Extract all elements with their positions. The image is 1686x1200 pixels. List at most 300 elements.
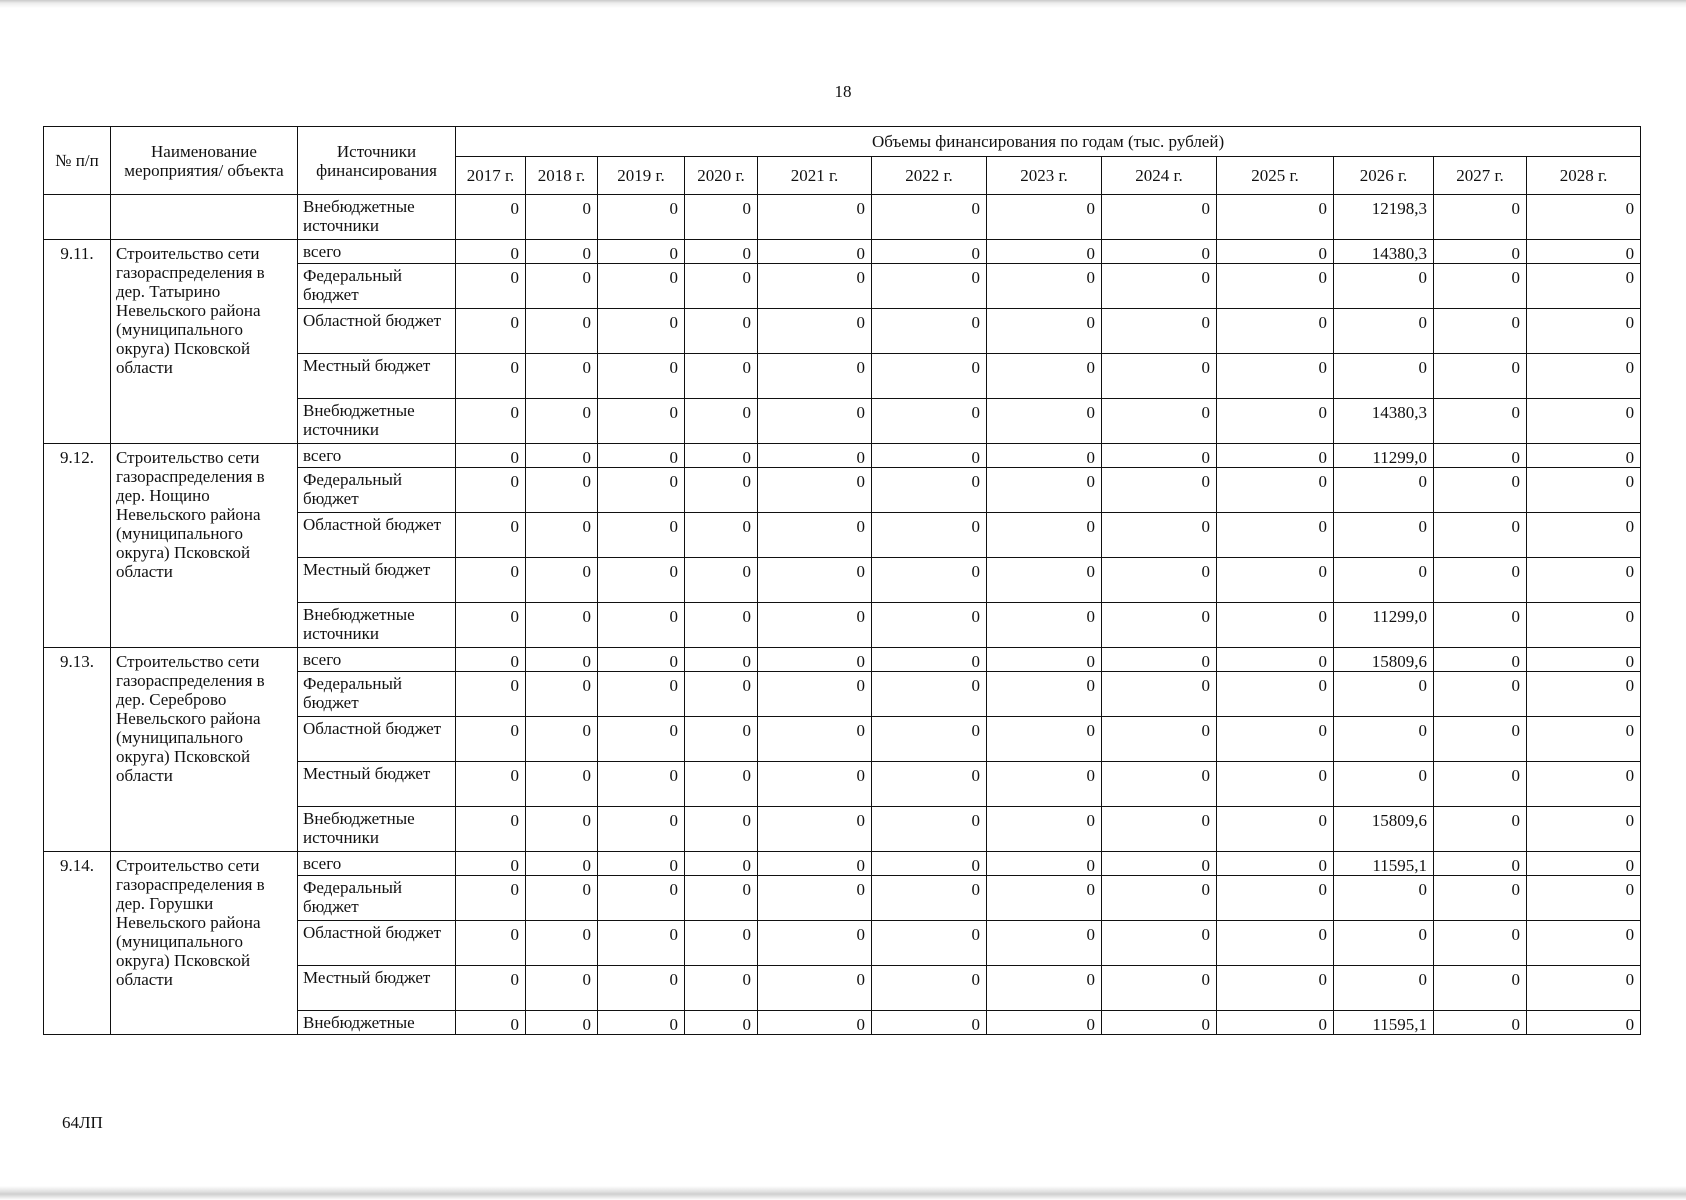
amount-cell: 0 [598, 717, 685, 762]
amount-cell: 0 [758, 558, 872, 603]
amount-cell: 0 [685, 195, 758, 240]
amount-cell: 0 [598, 264, 685, 309]
amount-cell: 0 [685, 1011, 758, 1035]
amount-cell: 15809,6 [1334, 648, 1434, 672]
amount-cell: 11595,1 [1334, 852, 1434, 876]
amount-cell: 0 [456, 876, 526, 921]
amount-cell: 0 [1527, 513, 1641, 558]
amount-cell: 0 [526, 399, 598, 444]
amount-cell: 0 [987, 264, 1102, 309]
amount-cell: 0 [1217, 240, 1334, 264]
amount-cell: 0 [1334, 513, 1434, 558]
amount-cell: 0 [1102, 603, 1217, 648]
amount-cell: 0 [758, 1011, 872, 1035]
amount-cell: 0 [1527, 558, 1641, 603]
amount-cell: 0 [526, 240, 598, 264]
table-header [44, 127, 1641, 195]
amount-cell: 0 [526, 648, 598, 672]
source-cell: Федеральный бюджет [298, 468, 456, 513]
amount-cell: 0 [758, 672, 872, 717]
amount-cell: 0 [1334, 264, 1434, 309]
amount-cell: 0 [685, 648, 758, 672]
amount-cell: 0 [526, 807, 598, 852]
amount-cell: 0 [1527, 852, 1641, 876]
amount-cell: 0 [1102, 807, 1217, 852]
amount-cell: 0 [1527, 921, 1641, 966]
amount-cell: 0 [1527, 966, 1641, 1011]
amount-cell: 0 [758, 717, 872, 762]
amount-cell: 0 [987, 240, 1102, 264]
amount-cell: 0 [1527, 672, 1641, 717]
amount-cell: 0 [1102, 852, 1217, 876]
scan-edge-top [0, 0, 1686, 8]
amount-cell: 0 [987, 966, 1102, 1011]
object-name: Строительство сети газораспределения в дер. Сереброво Невельского района (муниципального округа) Псковской области [111, 648, 298, 852]
amount-cell: 0 [1102, 468, 1217, 513]
amount-cell: 0 [456, 717, 526, 762]
financing-table [43, 126, 1641, 1035]
amount-cell: 0 [872, 513, 987, 558]
amount-cell: 0 [685, 603, 758, 648]
amount-cell: 0 [456, 966, 526, 1011]
amount-cell: 0 [456, 672, 526, 717]
amount-cell: 0 [987, 762, 1102, 807]
source-cell: Местный бюджет [298, 966, 456, 1011]
amount-cell: 0 [1217, 399, 1334, 444]
amount-cell: 0 [456, 807, 526, 852]
amount-cell: 0 [987, 603, 1102, 648]
amount-cell: 0 [1102, 558, 1217, 603]
amount-cell: 0 [1527, 762, 1641, 807]
source-cell: Областной бюджет [298, 921, 456, 966]
amount-cell: 0 [987, 717, 1102, 762]
index-cell-empty [44, 195, 111, 240]
amount-cell: 0 [1334, 672, 1434, 717]
amount-cell: 0 [456, 513, 526, 558]
amount-cell: 0 [685, 717, 758, 762]
amount-cell: 0 [526, 762, 598, 807]
document-code: 64ЛП [62, 1113, 103, 1132]
amount-cell: 0 [872, 354, 987, 399]
amount-cell: 15809,6 [1334, 807, 1434, 852]
amount-cell: 0 [1217, 876, 1334, 921]
amount-cell: 0 [1102, 513, 1217, 558]
amount-cell: 0 [1217, 1011, 1334, 1035]
amount-cell: 0 [1434, 966, 1527, 1011]
amount-cell: 0 [987, 1011, 1102, 1035]
amount-cell: 0 [1217, 807, 1334, 852]
amount-cell: 0 [1434, 1011, 1527, 1035]
amount-cell: 0 [456, 195, 526, 240]
amount-cell: 0 [1217, 921, 1334, 966]
amount-cell: 0 [685, 399, 758, 444]
amount-cell: 0 [987, 513, 1102, 558]
amount-cell: 0 [685, 762, 758, 807]
header-index: № п/п [44, 127, 111, 195]
amount-cell: 0 [1527, 468, 1641, 513]
amount-cell: 11595,1 [1334, 1011, 1434, 1035]
row-index: 9.13. [44, 648, 111, 852]
amount-cell: 12198,3 [1334, 195, 1434, 240]
amount-cell: 0 [1102, 672, 1217, 717]
scan-edge-bottom [0, 1186, 1686, 1200]
amount-cell: 0 [1527, 240, 1641, 264]
source-cell: Федеральный бюджет [298, 672, 456, 717]
amount-cell: 11299,0 [1334, 603, 1434, 648]
amount-cell: 0 [1334, 876, 1434, 921]
amount-cell: 0 [598, 513, 685, 558]
amount-cell: 0 [1217, 195, 1334, 240]
amount-cell: 0 [1217, 762, 1334, 807]
row-index: 9.12. [44, 444, 111, 648]
amount-cell: 0 [758, 762, 872, 807]
amount-cell: 0 [1434, 558, 1527, 603]
amount-cell: 0 [1102, 444, 1217, 468]
amount-cell: 0 [1434, 195, 1527, 240]
amount-cell: 0 [872, 558, 987, 603]
source-cell: Областной бюджет [298, 513, 456, 558]
amount-cell: 0 [685, 354, 758, 399]
amount-cell: 0 [872, 921, 987, 966]
amount-cell: 0 [872, 807, 987, 852]
amount-cell: 0 [872, 1011, 987, 1035]
object-name: Строительство сети газораспределения в дер. Нощино Невельского района (муниципального округа) Псковской области [111, 444, 298, 648]
amount-cell: 0 [1434, 672, 1527, 717]
amount-cell: 0 [1527, 399, 1641, 444]
amount-cell: 14380,3 [1334, 399, 1434, 444]
amount-cell: 0 [872, 195, 987, 240]
amount-cell: 0 [456, 309, 526, 354]
amount-cell: 0 [1527, 1011, 1641, 1035]
amount-cell: 0 [987, 876, 1102, 921]
table-row [44, 240, 1641, 264]
header-year: 2017 г. [456, 157, 526, 195]
amount-cell: 0 [1434, 648, 1527, 672]
amount-cell: 0 [598, 399, 685, 444]
amount-cell: 0 [758, 468, 872, 513]
amount-cell: 0 [1434, 264, 1527, 309]
amount-cell: 0 [685, 264, 758, 309]
amount-cell: 0 [1334, 354, 1434, 399]
amount-cell: 0 [1434, 468, 1527, 513]
amount-cell: 0 [1527, 264, 1641, 309]
amount-cell: 0 [598, 966, 685, 1011]
amount-cell: 0 [1434, 603, 1527, 648]
amount-cell: 0 [1527, 648, 1641, 672]
header-year: 2024 г. [1102, 157, 1217, 195]
amount-cell: 0 [526, 852, 598, 876]
amount-cell: 0 [1527, 195, 1641, 240]
amount-cell: 0 [685, 468, 758, 513]
amount-cell: 14380,3 [1334, 240, 1434, 264]
amount-cell: 0 [758, 966, 872, 1011]
amount-cell: 0 [758, 264, 872, 309]
source-cell: Областной бюджет [298, 309, 456, 354]
header-year: 2022 г. [872, 157, 987, 195]
amount-cell: 0 [526, 603, 598, 648]
amount-cell: 0 [758, 444, 872, 468]
amount-cell: 0 [1217, 309, 1334, 354]
amount-cell: 0 [872, 309, 987, 354]
amount-cell: 0 [987, 354, 1102, 399]
source-cell: Местный бюджет [298, 558, 456, 603]
source-cell: Федеральный бюджет [298, 876, 456, 921]
amount-cell: 0 [987, 195, 1102, 240]
header-year: 2023 г. [987, 157, 1102, 195]
amount-cell: 0 [1334, 966, 1434, 1011]
amount-cell: 0 [872, 240, 987, 264]
amount-cell: 0 [758, 807, 872, 852]
amount-cell: 0 [1334, 558, 1434, 603]
amount-cell: 0 [1334, 309, 1434, 354]
object-name: Строительство сети газораспределения в дер. Татырино Невельского района (муниципального округа) Псковской области [111, 240, 298, 444]
amount-cell: 0 [598, 807, 685, 852]
amount-cell: 0 [1217, 717, 1334, 762]
amount-cell: 0 [1102, 648, 1217, 672]
object-name: Строительство сети газораспределения в дер. Горушки Невельского района (муниципального округа) Псковской области [111, 852, 298, 1035]
amount-cell: 0 [685, 807, 758, 852]
amount-cell: 0 [685, 966, 758, 1011]
amount-cell: 0 [1527, 717, 1641, 762]
amount-cell: 0 [1527, 309, 1641, 354]
source-cell: Внебюджетные источники [298, 603, 456, 648]
amount-cell: 0 [872, 264, 987, 309]
amount-cell: 0 [1334, 717, 1434, 762]
amount-cell: 0 [598, 558, 685, 603]
source-cell: Федеральный бюджет [298, 264, 456, 309]
amount-cell: 0 [1217, 558, 1334, 603]
amount-cell: 0 [598, 1011, 685, 1035]
amount-cell: 0 [872, 966, 987, 1011]
amount-cell: 0 [1527, 807, 1641, 852]
row-index: 9.14. [44, 852, 111, 1035]
amount-cell: 0 [987, 648, 1102, 672]
amount-cell: 0 [598, 240, 685, 264]
amount-cell: 0 [598, 648, 685, 672]
amount-cell: 0 [872, 852, 987, 876]
amount-cell: 0 [1102, 876, 1217, 921]
amount-cell: 0 [685, 876, 758, 921]
amount-cell: 0 [987, 807, 1102, 852]
header-year: 2019 г. [598, 157, 685, 195]
header-row-top [44, 127, 1641, 157]
amount-cell: 0 [758, 921, 872, 966]
amount-cell: 0 [526, 558, 598, 603]
amount-cell: 0 [1102, 717, 1217, 762]
header-source: Источники финансирования [298, 127, 456, 195]
amount-cell: 0 [456, 468, 526, 513]
amount-cell: 0 [872, 876, 987, 921]
amount-cell: 0 [758, 195, 872, 240]
amount-cell: 0 [456, 354, 526, 399]
amount-cell: 0 [1434, 762, 1527, 807]
amount-cell: 0 [758, 354, 872, 399]
amount-cell: 0 [598, 603, 685, 648]
amount-cell: 0 [987, 468, 1102, 513]
amount-cell: 0 [758, 399, 872, 444]
amount-cell: 0 [1217, 354, 1334, 399]
amount-cell: 0 [598, 921, 685, 966]
amount-cell: 0 [598, 354, 685, 399]
amount-cell: 0 [526, 264, 598, 309]
amount-cell: 0 [456, 648, 526, 672]
table-body [44, 195, 1641, 1035]
amount-cell: 0 [1434, 240, 1527, 264]
amount-cell: 0 [987, 558, 1102, 603]
amount-cell: 0 [758, 876, 872, 921]
amount-cell: 0 [1527, 876, 1641, 921]
amount-cell: 0 [1334, 468, 1434, 513]
amount-cell: 0 [685, 240, 758, 264]
amount-cell: 0 [1434, 399, 1527, 444]
amount-cell: 0 [1217, 468, 1334, 513]
amount-cell: 0 [685, 558, 758, 603]
amount-cell: 0 [456, 852, 526, 876]
amount-cell: 0 [1102, 354, 1217, 399]
amount-cell: 0 [1434, 444, 1527, 468]
amount-cell: 0 [598, 852, 685, 876]
amount-cell: 0 [1527, 444, 1641, 468]
amount-cell: 0 [1527, 603, 1641, 648]
amount-cell: 0 [456, 1011, 526, 1035]
amount-cell: 0 [1217, 672, 1334, 717]
amount-cell: 0 [598, 195, 685, 240]
source-cell: Внебюджетные источники [298, 807, 456, 852]
amount-cell: 0 [685, 513, 758, 558]
amount-cell: 0 [685, 309, 758, 354]
amount-cell: 0 [1102, 921, 1217, 966]
amount-cell: 0 [1102, 309, 1217, 354]
amount-cell: 0 [872, 399, 987, 444]
source-cell: Областной бюджет [298, 717, 456, 762]
amount-cell: 0 [758, 852, 872, 876]
amount-cell: 0 [526, 444, 598, 468]
source-cell: Внебюджетные источники [298, 399, 456, 444]
amount-cell: 0 [1102, 399, 1217, 444]
amount-cell: 0 [872, 603, 987, 648]
table-row [44, 444, 1641, 468]
header-year: 2028 г. [1527, 157, 1641, 195]
amount-cell: 0 [1102, 264, 1217, 309]
header-year: 2018 г. [526, 157, 598, 195]
amount-cell: 0 [1334, 921, 1434, 966]
amount-cell: 0 [1102, 762, 1217, 807]
source-cell: Внебюджетные источники [298, 195, 456, 240]
source-cell: всего [298, 852, 456, 876]
amount-cell: 0 [872, 648, 987, 672]
amount-cell: 0 [872, 672, 987, 717]
amount-cell: 0 [526, 966, 598, 1011]
amount-cell: 0 [758, 513, 872, 558]
header-year: 2027 г. [1434, 157, 1527, 195]
row-index: 9.11. [44, 240, 111, 444]
amount-cell: 11299,0 [1334, 444, 1434, 468]
amount-cell: 0 [526, 876, 598, 921]
amount-cell: 0 [872, 717, 987, 762]
amount-cell: 0 [1434, 309, 1527, 354]
amount-cell: 0 [987, 921, 1102, 966]
amount-cell: 0 [526, 717, 598, 762]
amount-cell: 0 [456, 603, 526, 648]
header-volumes: Объемы финансирования по годам (тыс. рублей) [456, 127, 1641, 157]
amount-cell: 0 [758, 603, 872, 648]
amount-cell: 0 [1434, 921, 1527, 966]
amount-cell: 0 [598, 762, 685, 807]
amount-cell: 0 [1217, 603, 1334, 648]
amount-cell: 0 [1217, 852, 1334, 876]
amount-cell: 0 [598, 672, 685, 717]
amount-cell: 0 [685, 672, 758, 717]
amount-cell: 0 [1434, 513, 1527, 558]
amount-cell: 0 [456, 558, 526, 603]
source-cell: Местный бюджет [298, 762, 456, 807]
amount-cell: 0 [872, 468, 987, 513]
header-year: 2025 г. [1217, 157, 1334, 195]
amount-cell: 0 [1527, 354, 1641, 399]
amount-cell: 0 [598, 309, 685, 354]
amount-cell: 0 [456, 399, 526, 444]
amount-cell: 0 [1217, 444, 1334, 468]
amount-cell: 0 [1217, 264, 1334, 309]
amount-cell: 0 [758, 309, 872, 354]
table-row [44, 648, 1641, 672]
amount-cell: 0 [1434, 807, 1527, 852]
amount-cell: 0 [456, 762, 526, 807]
amount-cell: 0 [1102, 195, 1217, 240]
amount-cell: 0 [987, 852, 1102, 876]
amount-cell: 0 [685, 921, 758, 966]
amount-cell: 0 [1217, 648, 1334, 672]
source-cell: всего [298, 648, 456, 672]
table-row [44, 852, 1641, 876]
source-cell: Внебюджетные [298, 1011, 456, 1035]
amount-cell: 0 [526, 1011, 598, 1035]
amount-cell: 0 [598, 876, 685, 921]
amount-cell: 0 [526, 468, 598, 513]
amount-cell: 0 [872, 444, 987, 468]
amount-cell: 0 [685, 852, 758, 876]
amount-cell: 0 [1217, 513, 1334, 558]
header-name: Наименование мероприятия/ объекта [111, 127, 298, 195]
amount-cell: 0 [526, 195, 598, 240]
amount-cell: 0 [1102, 240, 1217, 264]
amount-cell: 0 [598, 468, 685, 513]
header-year: 2026 г. [1334, 157, 1434, 195]
amount-cell: 0 [456, 921, 526, 966]
header-year: 2020 г. [685, 157, 758, 195]
amount-cell: 0 [758, 648, 872, 672]
amount-cell: 0 [526, 921, 598, 966]
amount-cell: 0 [526, 513, 598, 558]
amount-cell: 0 [1102, 1011, 1217, 1035]
amount-cell: 0 [758, 240, 872, 264]
amount-cell: 0 [526, 354, 598, 399]
page-number: 18 [834, 82, 852, 101]
amount-cell: 0 [987, 309, 1102, 354]
amount-cell: 0 [456, 264, 526, 309]
amount-cell: 0 [1334, 762, 1434, 807]
amount-cell: 0 [987, 444, 1102, 468]
amount-cell: 0 [456, 444, 526, 468]
name-cell-empty [111, 195, 298, 240]
amount-cell: 0 [987, 399, 1102, 444]
amount-cell: 0 [1102, 966, 1217, 1011]
header-year: 2021 г. [758, 157, 872, 195]
amount-cell: 0 [1434, 852, 1527, 876]
amount-cell: 0 [526, 309, 598, 354]
source-cell: Местный бюджет [298, 354, 456, 399]
table-row [44, 195, 1641, 240]
